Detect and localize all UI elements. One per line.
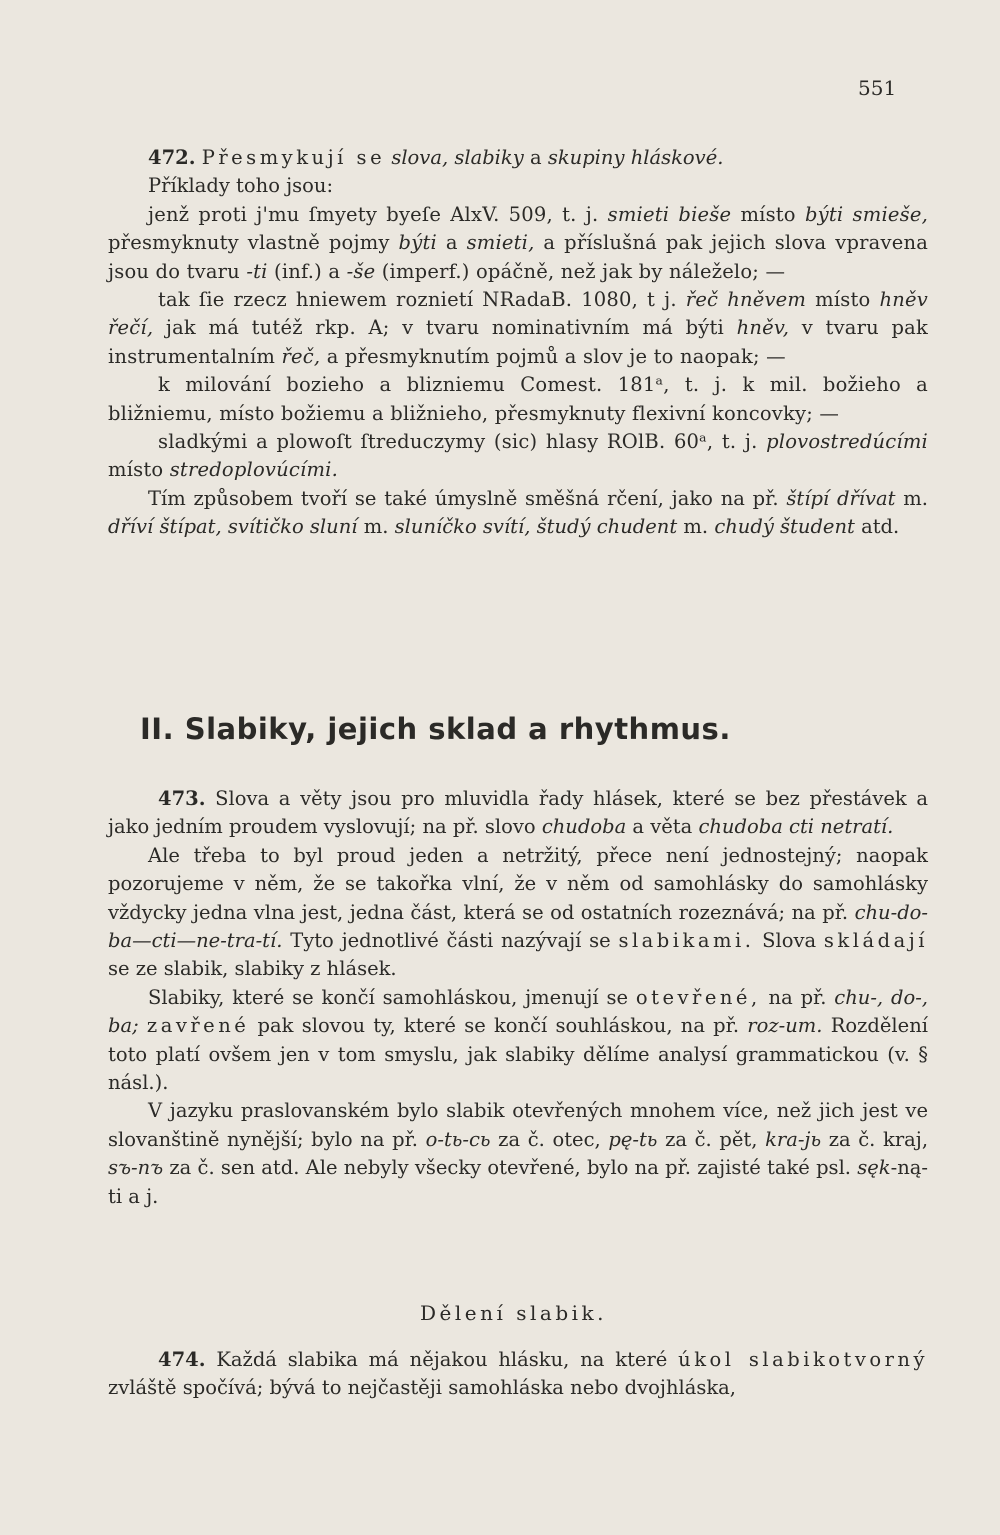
text-run: místo (740, 202, 796, 226)
italic-text: smieti, (466, 231, 535, 255)
paragraph-473-2 (108, 842, 928, 984)
section-474 (108, 1346, 928, 1403)
text-run: m. (683, 515, 709, 539)
text-run: (imperf.) opáčně, než jak by náleželo; — (381, 259, 786, 283)
page-number: 551 (858, 76, 897, 100)
italic-text: kra-jь (765, 1127, 822, 1151)
italic-text: hněv, (736, 316, 790, 340)
paragraph-474-1 (108, 1346, 928, 1403)
text-run: se ze slabik, slabiky z hlásek. (108, 957, 397, 981)
text-run: Slova (762, 929, 817, 953)
text-run: Tím způsobem tvoří se také úmyslně směšná rčení, jako na př. (148, 486, 779, 510)
italic-text: řeč, (281, 344, 321, 368)
sub-heading: Dělení slabik. (420, 1301, 607, 1325)
text-run: v tvaru pak instrumentalním (108, 316, 929, 368)
text-run: m. (903, 486, 928, 510)
text-run: Ale třeba to byl proud jeden a netržitý, přece není jednostejný; naopak pozorujeme v něm, že se takořka vlní, že v něm od samohlásky do samohlásky vždycky jedna vlna jest, jedna část, která se od ostatních rozeznává; na př. (108, 843, 928, 924)
text-run: -ną-ti a j. (108, 1156, 928, 1208)
text-run: jenž proti j'mu ſmyety byeſe AlxV. 509, t. j. (148, 202, 599, 226)
text-run: sladkými a plowoſt ſtreduczymy (sic) hlasy ROlB. 60ᵃ, t. j. (158, 430, 758, 454)
text-run: Slova a věty jsou pro mluvidla řady hlásek, které se bez přestávek a jako jedním proudem vyslovují; na př. slovo (108, 787, 929, 839)
text-run: Slabiky, které se končí samohláskou, jmenují se (148, 985, 629, 1009)
section-472 (108, 144, 928, 542)
text-run: atd. (861, 515, 900, 539)
italic-text: chu-, do-, ba; (108, 985, 928, 1038)
section-heading: II. Slabiky, jejich sklad a rhythmus. (140, 712, 731, 746)
spaced-text: otevřené, (635, 985, 761, 1009)
italic-text: chudoba cti netratí. (698, 815, 894, 839)
paragraph-472-lead (108, 144, 928, 172)
text-run: Tyto jednotlivé části nazývají se (290, 929, 611, 953)
paragraph-473-4 (108, 1097, 928, 1211)
italic-text: -ti (246, 259, 268, 283)
italic-text: sęk (857, 1156, 891, 1180)
text-run: pak slovou ty, které se končí souhláskou, na př. (257, 1014, 740, 1038)
paragraph-472-humor (108, 485, 928, 542)
italic-text: slova, slabiky (391, 146, 524, 169)
italic-text: štípí dřívat (786, 486, 896, 510)
italic-text: skupiny hláskové. (547, 146, 724, 169)
text-run: (inf.) a (274, 259, 341, 283)
text-run: Každá slabika má nějakou hlásku, na které (216, 1348, 668, 1371)
text-run: a (445, 231, 458, 255)
italic-text: smieti bieše (607, 202, 732, 226)
italic-text: pę-tь (608, 1127, 658, 1151)
italic-text: sluníčko svítí, študý chudent (394, 515, 678, 539)
text-run: a přesmyknutím pojmů a slov je to naopak; — (326, 344, 786, 368)
section-number: 474. (158, 1348, 206, 1371)
text-run: místo (108, 458, 164, 482)
text-run: jak má tutéž rkp. A; v tvaru nominativním má býti (165, 316, 724, 340)
italic-text: býti (398, 231, 437, 255)
italic-text: chu-do-ba—cti—ne-tra-tí. (108, 900, 929, 953)
paragraph-473-3 (108, 984, 928, 1098)
paragraph-examples-intro: Příklady toho jsou: (148, 174, 334, 198)
italic-text: řeč hněvem (685, 288, 807, 312)
text-run: m. (363, 515, 389, 539)
text-run: Rozdělení toto platí ovšem jen v tom smyslu, jak slabiky dělíme analysí grammatickou (v. § násl.). (108, 1014, 928, 1095)
text-run: a příslušná pak jejich slova vpravena jsou do tvaru (108, 231, 929, 283)
text-run: a věta (632, 815, 693, 839)
text-run: tak ſie rzecz hniewem roznietí NRadaB. 1080, t j. (158, 288, 677, 312)
text-run: místo (815, 288, 871, 312)
italic-text: stredoplovúcími. (169, 458, 338, 482)
italic-text: hněv řečí, (108, 288, 928, 340)
text-run: za č. otec, (498, 1127, 601, 1151)
example-4 (108, 428, 928, 485)
spaced-text: Přesmykují se (201, 146, 386, 169)
section-473 (108, 785, 928, 1211)
italic-text: sъ-nъ (108, 1156, 164, 1180)
italic-text: roz-um. (747, 1014, 823, 1038)
italic-text: dříví štípat, svítičko sluní (108, 515, 358, 539)
text-run: za č. sen atd. Ale nebyly všecky otevřené, bylo na př. zajisté také psl. (169, 1156, 851, 1180)
section-number: 473. (158, 787, 206, 810)
text-run: za č. kraj, (828, 1127, 929, 1151)
italic-text: o-tь-сь (425, 1127, 491, 1151)
text-run: zvláště spočívá; bývá to nejčastěji samohláska nebo dvojhláska, (108, 1376, 737, 1400)
italic-text: -še (346, 259, 376, 283)
italic-text: chudoba (541, 815, 627, 839)
italic-text: býti smieše, (804, 202, 928, 226)
example-1 (108, 201, 928, 286)
text-run: přesmyknuty vlastně pojmy (108, 231, 390, 255)
italic-text: chudý študent (714, 515, 855, 539)
example-2 (108, 286, 928, 371)
text-run: za č. pět, (665, 1127, 758, 1151)
text-run: na př. (768, 985, 827, 1009)
spaced-text: skládají (823, 929, 928, 953)
paragraph-473-1 (108, 785, 928, 842)
spaced-text: slabikami. (618, 929, 755, 953)
spaced-text: zavřené (146, 1014, 250, 1038)
section-number: 472. (148, 146, 196, 169)
example-3: k milování bozieho a blizniemu Comest. 181ᵃ, t. j. k mil. božieho a bližniemu, místo božiemu a bližnieho, přesmyknuty flexivní koncovky; — (108, 373, 928, 425)
italic-text: plovostredúcími (766, 430, 928, 454)
spaced-text: úkol slabikotvorný (678, 1348, 929, 1371)
text-run: a (529, 146, 542, 169)
text-run: V jazyku praslovanském bylo slabik otevřených mnohem více, než jich jest ve slovanštině nynější; bylo na př. (108, 1099, 928, 1151)
